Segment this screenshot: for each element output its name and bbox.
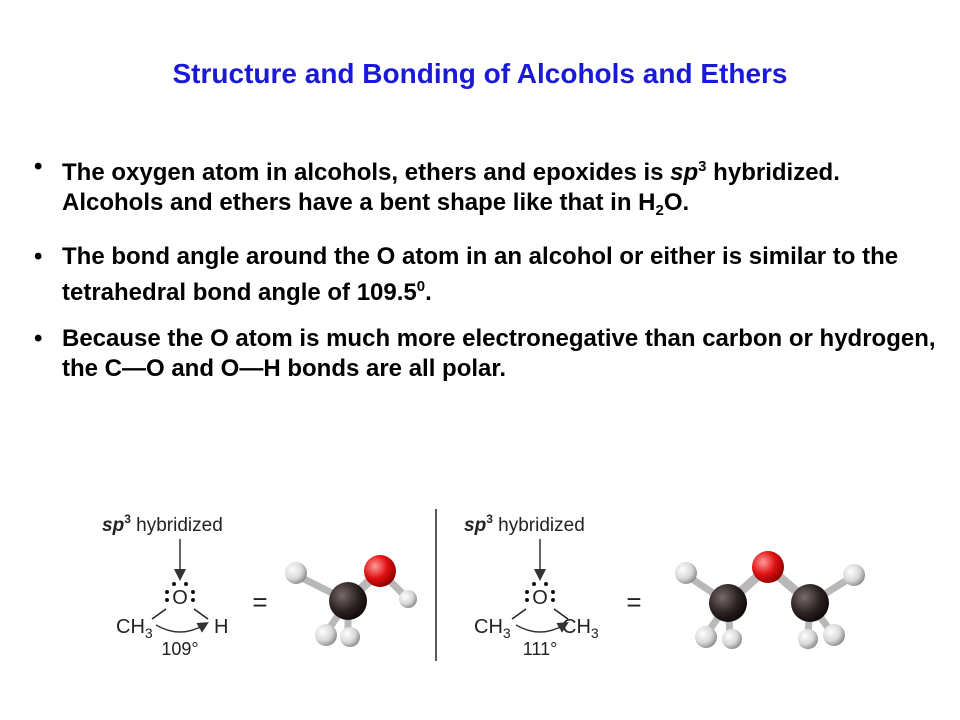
bullet-text: Because the O atom is much more electronegative than carbon or hydrogen, the C—O and O—H bonds are all polar. bbox=[62, 325, 936, 382]
angle-arc bbox=[516, 625, 564, 632]
bullet-dot: • bbox=[34, 325, 43, 352]
sp3-label: $sp^3$ hybridized bbox=[102, 512, 223, 536]
molecule-figure bbox=[100, 505, 880, 665]
hydrogen-atom bbox=[722, 629, 742, 649]
bullet-polarity bbox=[28, 324, 938, 384]
bond-angle-label: 111° bbox=[522, 639, 558, 659]
hydrogen-atom bbox=[675, 562, 697, 584]
bond-line bbox=[512, 609, 526, 619]
carbon-atom bbox=[329, 582, 367, 620]
ether-structure bbox=[464, 512, 642, 659]
methyl-label: $CH_3$ bbox=[562, 616, 599, 641]
oxygen-atom bbox=[752, 551, 784, 583]
carbon-atom bbox=[709, 584, 747, 622]
hydrogen-label: H bbox=[214, 616, 229, 638]
oxygen-label: O bbox=[532, 587, 548, 609]
alcohol-structure bbox=[102, 512, 268, 659]
hydrogen-atom bbox=[843, 564, 865, 586]
hydrogen-atom bbox=[340, 627, 360, 647]
bullet-text: . bbox=[425, 279, 432, 306]
dimethyl-ether-model bbox=[675, 551, 865, 649]
superscript: 3 bbox=[698, 158, 707, 175]
hydrogen-atom bbox=[399, 590, 417, 608]
bullet-text: The bond angle around the O atom in an alcohol or either is similar to the tetrahedral bond angle of 109.5 bbox=[62, 243, 899, 306]
bullet-oxygen-hybridization bbox=[28, 152, 938, 226]
bond-line bbox=[152, 609, 166, 619]
bullet-text: O. bbox=[663, 189, 690, 216]
hydrogen-atom bbox=[798, 629, 818, 649]
bond-line bbox=[194, 609, 208, 619]
methyl-label: $CH_3$ bbox=[474, 616, 511, 641]
hydrogen-atom bbox=[823, 624, 845, 646]
superscript: 0 bbox=[416, 278, 426, 295]
methanol-model bbox=[285, 555, 417, 647]
bond-angle-label: 109° bbox=[161, 639, 199, 659]
oxygen-atom bbox=[364, 555, 396, 587]
angle-arc bbox=[156, 625, 204, 632]
bullet-dot: • bbox=[34, 243, 43, 270]
equals-sign: = bbox=[252, 587, 268, 617]
hydrogen-atom bbox=[285, 562, 307, 584]
page-title: Structure and Bonding of Alcohols and Ethers bbox=[172, 58, 788, 89]
hydrogen-atom bbox=[695, 626, 717, 648]
hydrogen-atom bbox=[315, 624, 337, 646]
equals-sign: = bbox=[626, 587, 642, 617]
bullet-list bbox=[28, 152, 938, 400]
bullet-dot: • bbox=[34, 153, 43, 180]
sp3-label: $sp^3$ hybridized bbox=[464, 512, 585, 536]
oxygen-label: O bbox=[172, 587, 188, 609]
bullet-text: The oxygen atom in alcohols, ethers and epoxides is bbox=[62, 159, 671, 186]
sp-italic: sp bbox=[670, 159, 699, 186]
bullet-text: hybridized. Alcohols and ethers have a bent shape like that in H bbox=[62, 159, 840, 216]
carbon-atom bbox=[791, 584, 829, 622]
subscript: 2 bbox=[655, 202, 664, 219]
bullet-bond-angle bbox=[28, 242, 938, 308]
methyl-label: $CH_3$ bbox=[116, 616, 153, 641]
